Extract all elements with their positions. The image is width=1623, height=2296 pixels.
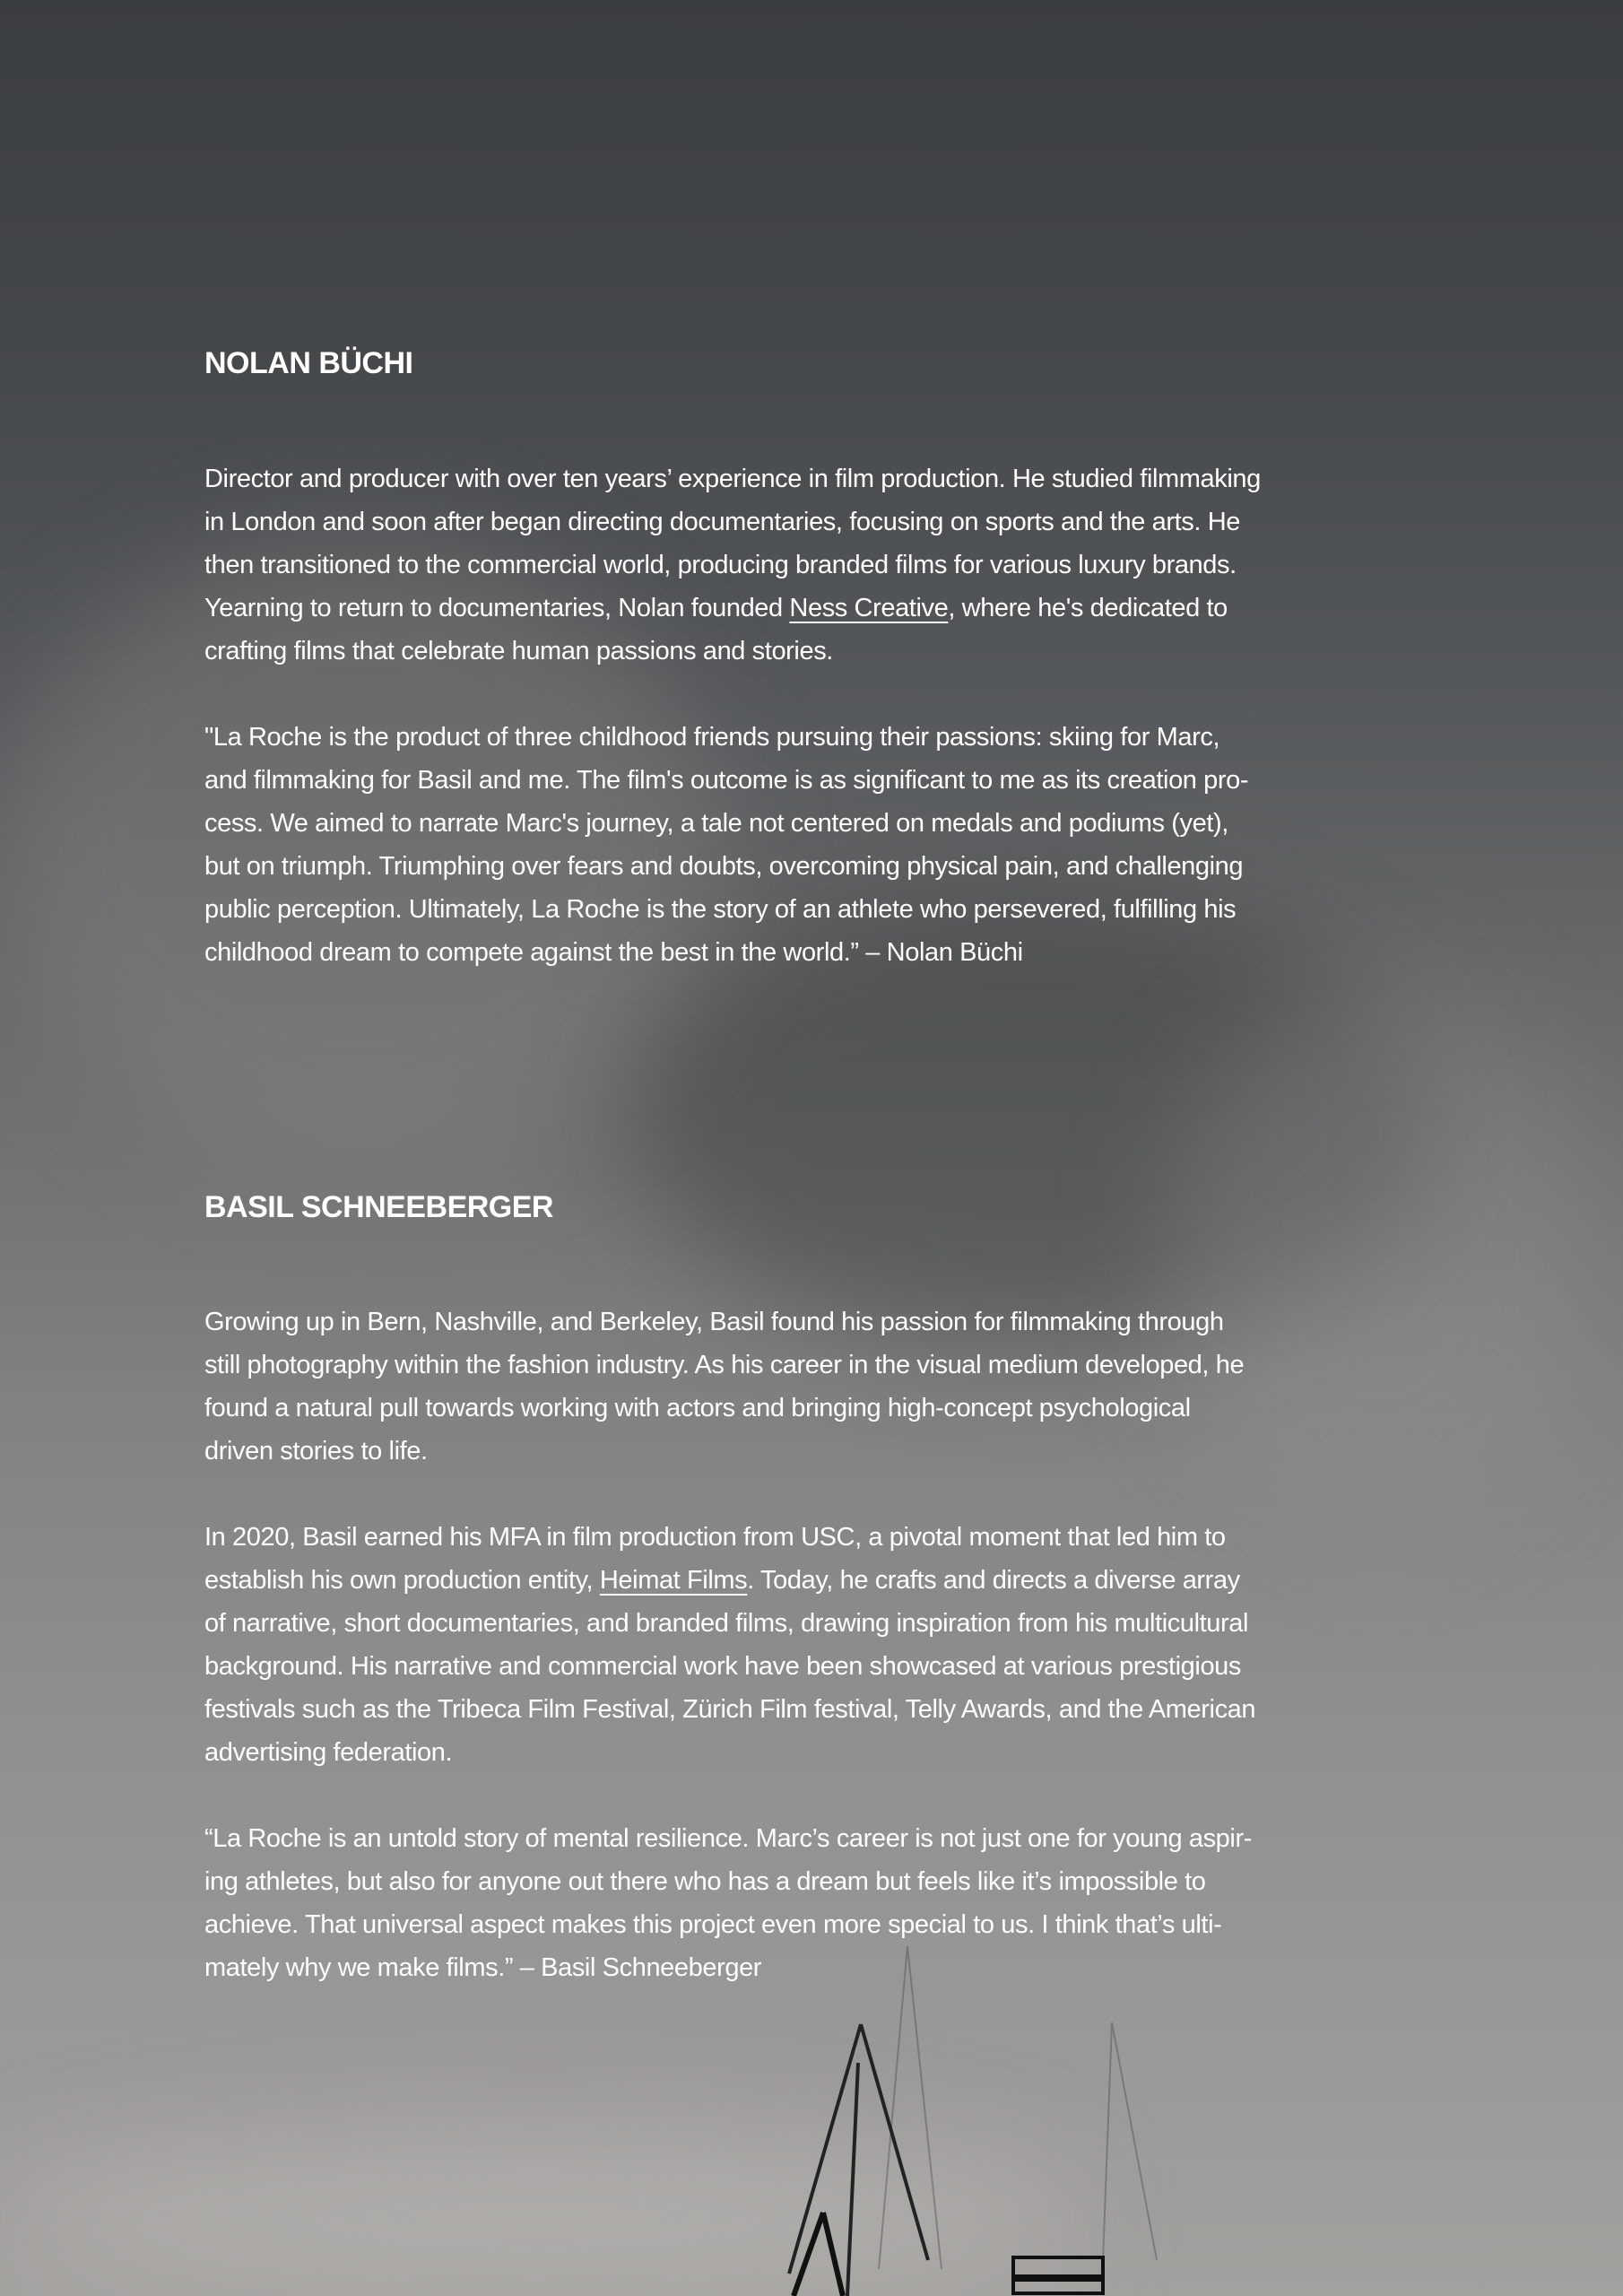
text-line: in London and soon after began directing documentaries, focusing on sports and the arts. He: [204, 508, 1240, 536]
text-line: [204, 1559, 1460, 1602]
text-line: [204, 587, 1460, 630]
nolan-bio-paragraph: [204, 457, 1460, 673]
text-line: Director and producer with over ten years’ experience in film production. He studied filmmaking: [204, 465, 1261, 493]
ness-creative-link[interactable]: Ness Creative: [789, 594, 949, 622]
text-line: childhood dream to compete against the best in the world.” – Nolan Büchi: [204, 938, 1023, 967]
text-segment: . Today, he crafts and directs a diverse array: [747, 1566, 1240, 1595]
basil-career-paragraph: [204, 1516, 1460, 1774]
text-segment: Yearning to return to documentaries, Nolan founded: [204, 594, 790, 622]
nolan-quote-paragraph: [204, 716, 1460, 974]
text-line: advertising federation.: [204, 1738, 453, 1767]
text-line: "La Roche is the product of three childhood friends pursuing their passions: skiing for Marc,: [204, 723, 1220, 752]
text-segment: , where he's dedicated to: [948, 594, 1228, 622]
text-line: but on triumph. Triumphing over fears and doubts, overcoming physical pain, and challenging: [204, 852, 1244, 881]
text-line: then transitioned to the commercial world, producing branded films for various luxury brands.: [204, 551, 1237, 579]
basil-bio: [204, 1300, 1460, 2032]
text-line: achieve. That universal aspect makes this project even more special to us. I think that’s ulti-: [204, 1910, 1222, 1939]
nolan-bio: [204, 457, 1460, 1017]
section-heading-basil-schneeberger: BASIL SCHNEEBERGER: [204, 1190, 553, 1224]
text-segment: establish his own production entity,: [204, 1566, 600, 1595]
text-line: mately why we make films.” – Basil Schneeberger: [204, 1953, 762, 1982]
text-line: Growing up in Bern, Nashville, and Berkeley, Basil found his passion for filmmaking through: [204, 1308, 1224, 1336]
text-line: In 2020, Basil earned his MFA in film production from USC, a pivotal moment that led him to: [204, 1523, 1226, 1552]
text-line: background. His narrative and commercial work have been showcased at various prestigious: [204, 1652, 1242, 1681]
text-line: driven stories to life.: [204, 1437, 428, 1465]
basil-quote-paragraph: [204, 1817, 1460, 1989]
section-heading-nolan-buchi: NOLAN BÜCHI: [204, 346, 413, 380]
text-line: ing athletes, but also for anyone out there who has a dream but feels like it’s impossible to: [204, 1867, 1206, 1896]
text-line: “La Roche is an untold story of mental resilience. Marc’s career is not just one for young aspir-: [204, 1824, 1252, 1853]
text-line: public perception. Ultimately, La Roche is the story of an athlete who persevered, fulfilling his: [204, 895, 1237, 924]
basil-bio-paragraph: [204, 1300, 1460, 1473]
text-line: of narrative, short documentaries, and branded films, drawing inspiration from his multicultural: [204, 1609, 1249, 1638]
text-line: cess. We aimed to narrate Marc's journey, a tale not centered on medals and podiums (yet),: [204, 809, 1228, 838]
text-line: crafting films that celebrate human passions and stories.: [204, 637, 833, 665]
text-line: festivals such as the Tribeca Film Festival, Zürich Film festival, Telly Awards, and the American: [204, 1695, 1256, 1724]
text-line: still photography within the fashion industry. As his career in the visual medium developed, he: [204, 1351, 1245, 1379]
heimat-films-link[interactable]: Heimat Films: [599, 1566, 748, 1595]
text-line: found a natural pull towards working with actors and bringing high-concept psychological: [204, 1394, 1191, 1422]
text-line: and filmmaking for Basil and me. The film's outcome is as significant to me as its creation pro-: [204, 766, 1249, 795]
